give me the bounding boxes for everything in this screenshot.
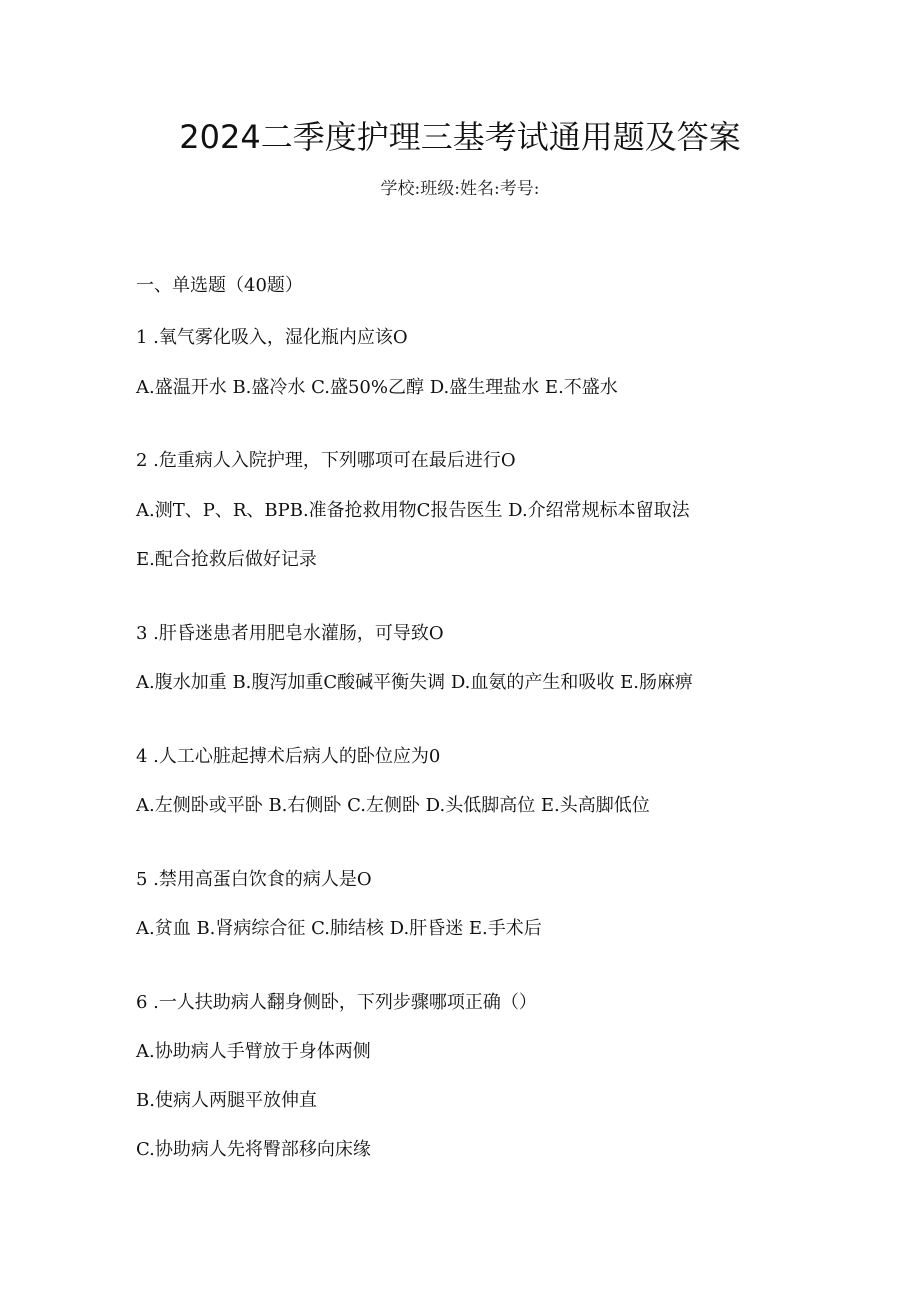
question-6-option-b: B.使病人两腿平放伸直: [136, 1090, 317, 1111]
student-info-line: 学校:班级:姓名:考号:: [380, 179, 540, 199]
question-3-stem: 3 .肝昏迷患者用肥皂水灌肠，可导致O: [136, 623, 444, 644]
question-2-stem: 2 .危重病人入院护理，下列哪项可在最后进行O: [136, 450, 516, 471]
question-6-stem: 6 .一人扶助病人翻身侧卧，下列步骤哪项正确（）: [136, 992, 537, 1013]
section-heading: 一、单选题（40题）: [136, 275, 303, 296]
question-6-option-c: C.协助病人先将臀部移向床缘: [136, 1139, 371, 1160]
question-6-option-a: A.协助病人手臂放于身体两侧: [136, 1041, 371, 1062]
question-3-options: A.腹水加重 B.腹泻加重C酸碱平衡失调 D.血氨的产生和吸收 E.肠麻痹: [136, 672, 693, 693]
question-1-options: A.盛温开水 B.盛冷水 C.盛50%乙醇 D.盛生理盐水 E.不盛水: [136, 377, 618, 398]
question-5-options: A.贫血 B.肾病综合征 C.肺结核 D.肝昏迷 E.手术后: [136, 918, 542, 939]
document-title: 2024二季度护理三基考试通用题及答案: [179, 118, 741, 156]
question-1-stem: 1 .氧气雾化吸入，湿化瓶内应该O: [136, 327, 408, 348]
question-4-stem: 4 .人工心脏起搏术后病人的卧位应为0: [136, 746, 441, 767]
question-2-options-line-1: A.测T、P、R、BPB.准备抢救用物C报告医生 D.介绍常规标本留取法: [136, 500, 690, 521]
question-5-stem: 5 .禁用高蛋白饮食的病人是O: [136, 869, 372, 890]
question-2-options-line-2: E.配合抢救后做好记录: [136, 549, 317, 570]
question-4-options: A.左侧卧或平卧 B.右侧卧 C.左侧卧 D.头低脚高位 E.头高脚低位: [136, 795, 650, 816]
